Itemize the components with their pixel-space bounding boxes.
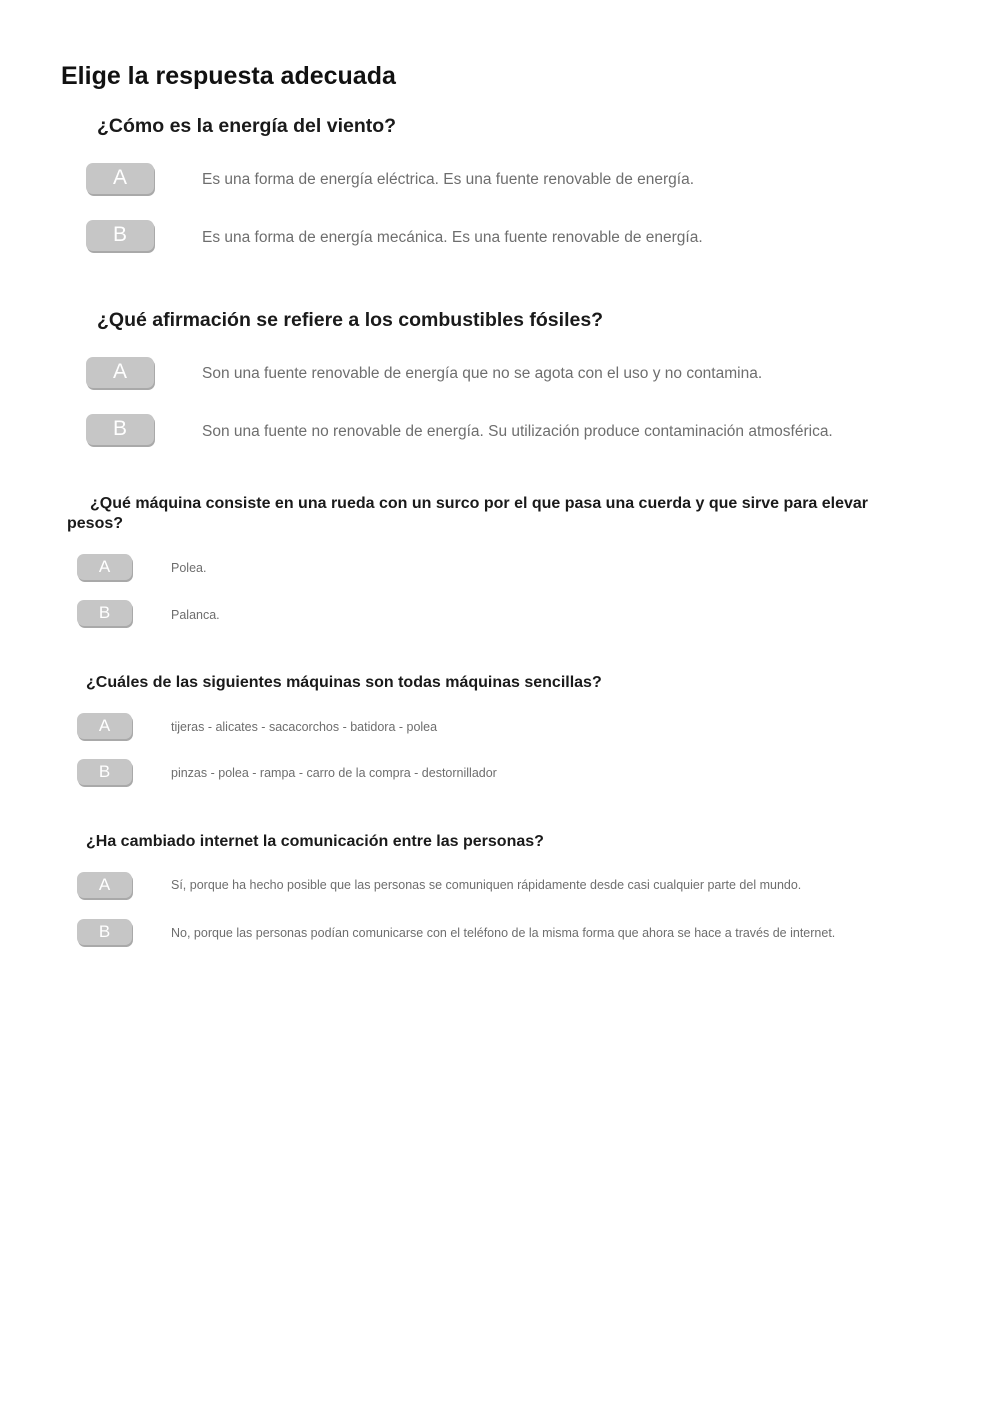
option-b-text: No, porque las personas podían comunicarse con el teléfono de la misma forma que ahora se hace a través de internet. xyxy=(171,926,836,940)
option-a-button[interactable]: A xyxy=(86,357,154,388)
question-text-line-1: ¿Qué máquina consiste en una rueda con un surco por el que pasa una cuerda y que sirve para elevar xyxy=(90,495,869,512)
option-a-text: Sí, porque ha hecho posible que las personas se comuniquen rápidamente desde casi cualquier parte del mundo. xyxy=(171,878,802,892)
option-b-button[interactable]: B xyxy=(86,414,154,445)
option-a-text: Polea. xyxy=(171,561,207,575)
option-a-text: tijeras - alicates - sacacorchos - batidora - polea xyxy=(171,720,438,734)
question-text: ¿Ha cambiado internet la comunicación entre las personas? xyxy=(86,833,544,850)
option-a-text: Es una forma de energía eléctrica. Es una fuente renovable de energía. xyxy=(202,171,695,188)
option-b-button[interactable]: B xyxy=(77,759,132,785)
question-text: ¿Cuáles de las siguientes máquinas son todas máquinas sencillas? xyxy=(86,674,602,691)
option-a-button[interactable]: A xyxy=(86,163,154,194)
option-b-text: pinzas - polea - rampa - carro de la compra - destornillador xyxy=(171,766,497,780)
option-b-button[interactable]: B xyxy=(77,919,132,945)
question-text: ¿Cómo es la energía del viento? xyxy=(97,115,397,137)
option-b-text: Palanca. xyxy=(171,608,220,622)
option-a-button[interactable]: A xyxy=(77,872,132,898)
option-b-button[interactable]: B xyxy=(77,600,132,626)
option-a-text: Son una fuente renovable de energía que no se agota con el uso y no contamina. xyxy=(202,365,763,382)
question-text-line-2: pesos? xyxy=(67,515,124,532)
question-text: ¿Qué afirmación se refiere a los combustibles fósiles? xyxy=(97,309,604,331)
option-a-button[interactable]: A xyxy=(77,554,132,580)
option-b-button[interactable]: B xyxy=(86,220,154,251)
option-b-text: Es una forma de energía mecánica. Es una fuente renovable de energía. xyxy=(202,229,703,246)
option-a-button[interactable]: A xyxy=(77,713,132,739)
page-title: Elige la respuesta adecuada xyxy=(61,62,396,90)
option-b-text: Son una fuente no renovable de energía. Su utilización produce contaminación atmosférica. xyxy=(202,423,833,440)
